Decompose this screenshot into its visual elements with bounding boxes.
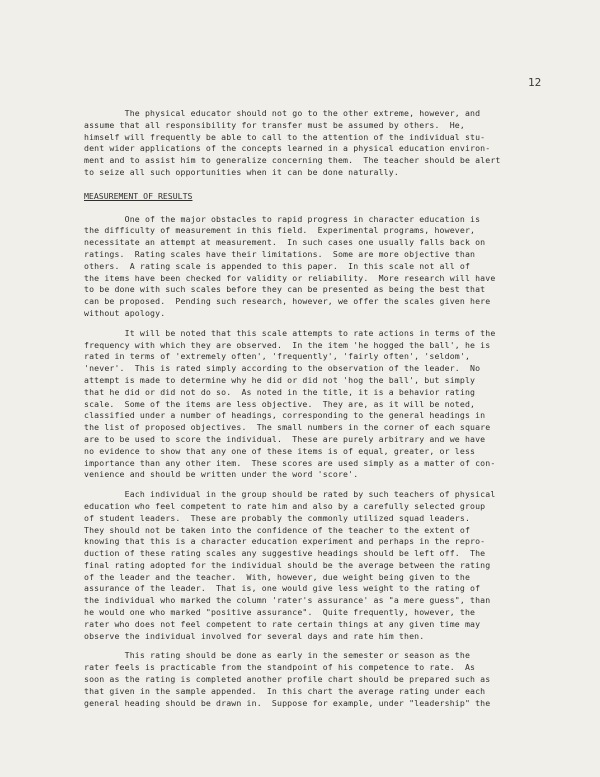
page-body xyxy=(84,108,548,717)
paragraph-raters: Each individual in the group should be rated by such teachers of physical education who feel competent to rate him and also by a carefully selected group of student leaders. These are probably the commonly utilized squad leaders. They should not be taken into the confidence of the teacher to the extent of knowing that this is a character education experiment and perhaps in the repro- duction of these rating scales any suggestive headings should be left off. The final rating adopted for the individual should be the average between the rating of the leader and the teacher. With, however, due weight being given to the assurance of the leader. That is, one would give less weight to the rating of the individual who marked the column 'rater's assurance' as "a mere guess", than he would one who marked "positive assurance". Quite frequently, however, the rater who does not feel competent to rate certain things at any given time may observe the individual involved for several days and rate him then. xyxy=(84,489,496,641)
paragraph-transfer: The physical educator should not go to the other extreme, however, and assume that all responsibility for transfer must be assumed by others. He, himself will frequently be able to call to the attention of the individual stu- dent wider applications of the concepts learned in a physical education environ- ment and to assist him to generalize concerning them. The teacher should be alert to seize all such opportunities when it can be done naturally. xyxy=(84,108,501,177)
paragraph-measurement: One of the major obstacles to rapid progress in character education is the difficulty of measurement in this field. Experimental programs, however, necessitate an attempt at measurement. In such cases one usually falls back on ratings. Rating scales have their limitations. Some are more objective than others. A rating scale is appended to this paper. In this scale not all of the items have been checked for validity or reliability. More research will have to be done with such scales before they can be presented as being the best that can be proposed. Pending such research, however, we offer the scales given here without apology. xyxy=(84,213,496,318)
section-heading: MEASUREMENT OF RESULTS xyxy=(84,190,193,201)
paragraph-scale-frequency: It will be noted that this scale attempts to rate actions in terms of the frequency with which they are observed. In the item 'he hogged the ball', he is rated in terms of 'extremely often', 'frequently', 'fairly often', 'seldom', 'never'. This is rated simply according to the observation of the leader. No attempt is made to determine why he did or did not 'hog the ball', but simply that he did or did not do so. As noted in the title, it is a behavior rating scale. Some of the items are less objective. They are, as it will be noted, classified under a number of headings, corresponding to the general headings in the list of proposed objectives. The small numbers in the corner of each square are to be used to score the individual. These are purely arbitrary and we have no evidence to show that any one of these items is of equal, greater, or less importance than any other item. These scores are used simply as a matter of con- venience and should be written under the word 'score'. xyxy=(84,327,496,480)
page-number: 12 xyxy=(528,76,542,89)
paragraph-timing: This rating should be done as early in the semester or season as the rater feels is practicable from the standpoint of his competence to rate. As soon as the rating is completed another profile chart should be prepared such as that given in the sample appended. In this chart the average rating under each general heading should be drawn in. Suppose for example, under "leadership" the xyxy=(84,650,491,708)
